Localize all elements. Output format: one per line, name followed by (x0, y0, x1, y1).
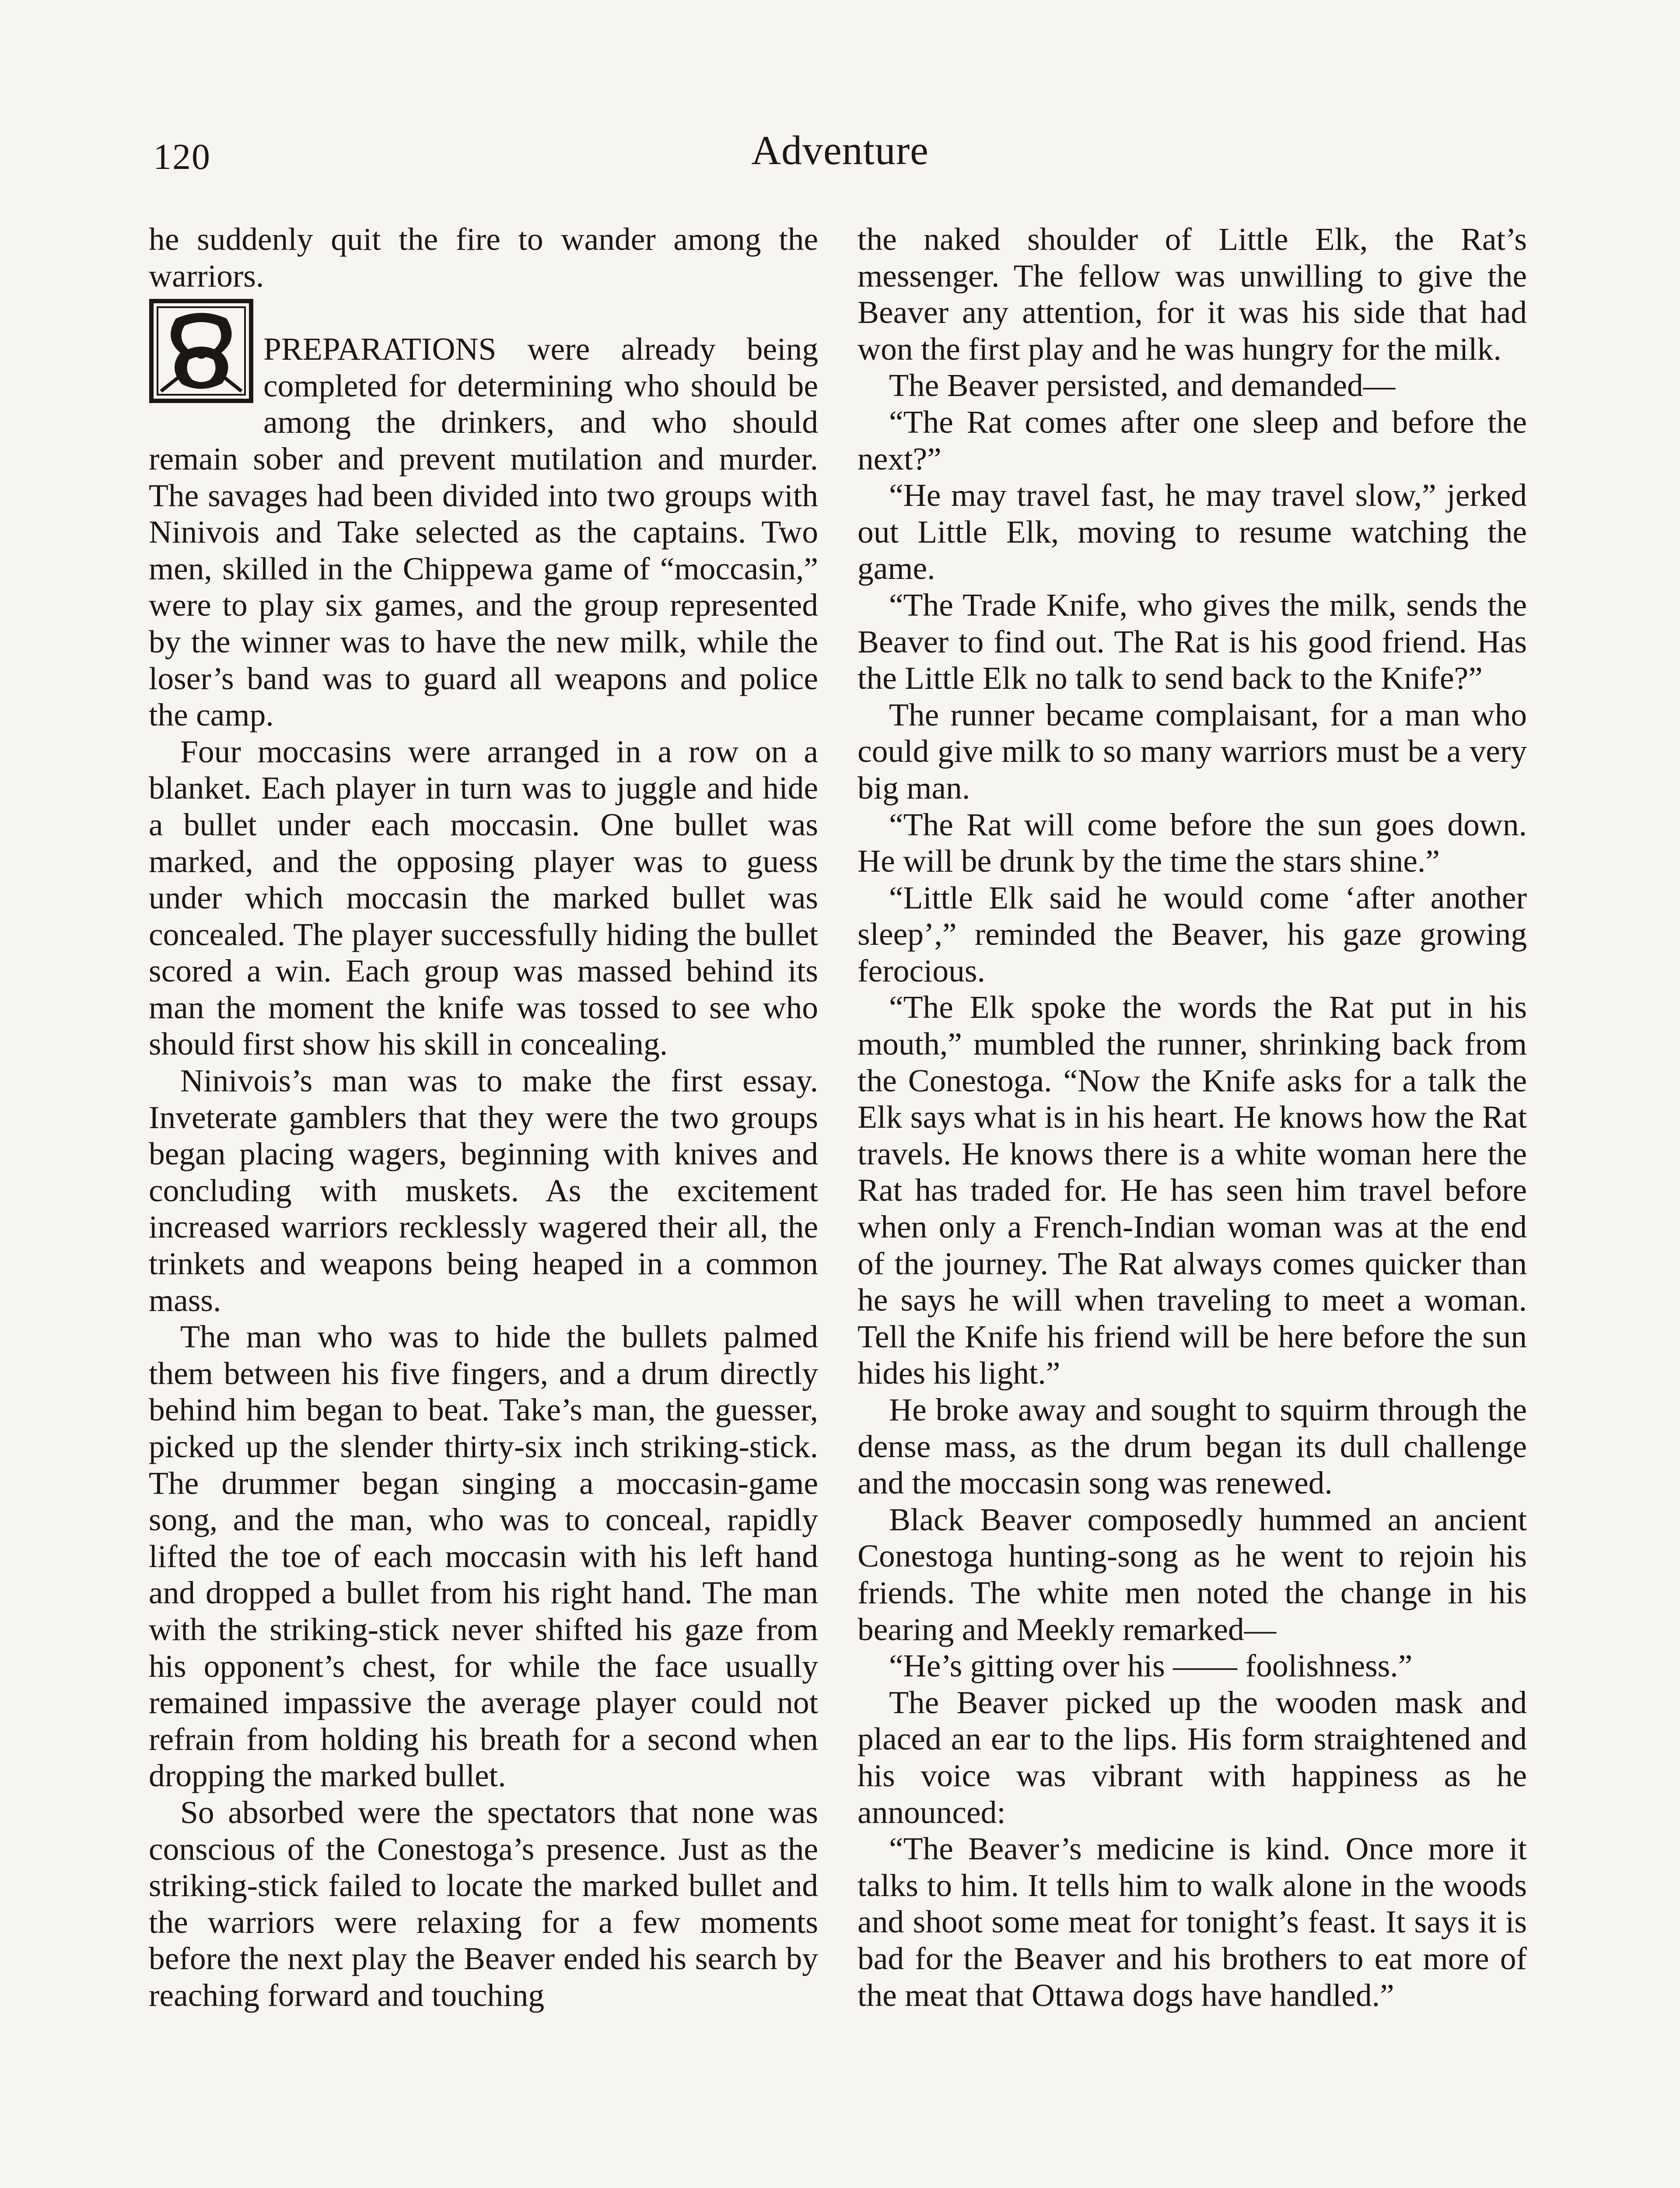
paragraph: “He’s gitting over his —— foolishness.” (889, 1648, 1413, 1684)
paragraph: “The Rat comes after one sleep and before the next?” (858, 404, 1527, 477)
paragraph-preparations: PREPARATIONS were already being completed for determining who should be among the drinkers, and who should remain sober and prevent mutilation and murder. The savages had been divided into two groups with Ninivois and Take selected as the captains. Two men, skilled in the Chippewa game of “moccasin,” were to play six games, and the group represented by the winner was to have the new milk, while the loser’s band was to guard all weapons and police the camp. (149, 331, 818, 733)
paragraph: “The Trade Knife, who gives the milk, sends the Beaver to find out. The Rat is his good friend. Has the Little Elk no talk to send back to the Knife?” (858, 587, 1527, 696)
paragraph: He broke away and sought to squirm through the dense mass, as the drum began its dull challenge and the moccasin song was renewed. (858, 1392, 1527, 1501)
right-column (858, 221, 1527, 2013)
paragraph: “He may travel fast, he may travel slow,” jerked out Little Elk, moving to resume watching the game. (858, 477, 1527, 586)
paragraph: The runner became complaisant, for a man who could give milk to so many warriors must be a very big man. (858, 697, 1527, 806)
paragraph: “The Rat will come before the sun goes down. He will be drunk by the time the stars shine.” (858, 806, 1527, 879)
paragraph: “The Beaver’s medicine is kind. Once more it talks to him. It tells him to walk alone in the woods and shoot some meat for tonight’s feast. It says it is bad for the Beaver and his brothers to eat more of the meat that Ottawa dogs have handled.” (858, 1831, 1527, 2013)
page-number: 120 (153, 137, 211, 177)
running-title: Adventure (751, 128, 929, 173)
paragraph: “Little Elk said he would come ‘after another sleep’,” reminded the Beaver, his gaze growing ferocious. (858, 880, 1527, 989)
paragraph: The Beaver picked up the wooden mask and placed an ear to the lips. His form straightened and his voice was vibrant with happiness as he announced: (858, 1684, 1527, 1830)
paragraph: “The Elk spoke the words the Rat put in his mouth,” mumbled the runner, shrinking back from the Conestoga. “Now the Knife asks for a talk the Elk says what is in his heart. He knows how the Rat travels. He knows there is a white woman here the Rat has traded for. He has seen him travel before when only a French-Indian woman was at the end of the journey. The Rat always comes quicker than he says he will when traveling to meet a woman. Tell the Knife his friend will be here before the sun hides his light.” (858, 989, 1527, 1391)
left-column (149, 221, 818, 2014)
paragraph: Black Beaver composedly hummed an ancient Conestoga hunting-song as he went to rejoin his friends. The white men noted the change in his bearing and Meekly remarked— (858, 1501, 1527, 1647)
paragraph: The Beaver persisted, and demanded— (889, 368, 1396, 403)
page-header (153, 127, 1527, 188)
paragraph: The man who was to hide the bullets palmed them between his five fingers, and a drum directly behind him began to beat. Take’s man, the guesser, picked up the slender thirty-six inch striking-stick. The drummer began singing a moccasin-game song, and the man, who was to conceal, rapidly lifted the toe of each moccasin with his left hand and dropped a bullet from his right hand. The man with the striking-stick never shifted his gaze from his opponent’s chest, for while the face usually remained impassive the average player could not refrain from holding his breath for a second when dropping the marked bullet. (149, 1319, 818, 1794)
paragraph: the naked shoulder of Little Elk, the Rat’s messenger. The fellow was unwilling to give the Beaver any attention, for it was his side that had won the first play and he was hungry for the milk. (858, 221, 1527, 367)
paragraph: he suddenly quit the fire to wander among the warriors. (149, 221, 818, 294)
paragraph: Four moccasins were arranged in a row on a blanket. Each player in turn was to juggle and hide a bullet under each moccasin. One bullet was marked, and the opposing player was to guess under which moccasin the marked bullet was concealed. The player successfully hiding the bullet scored a win. Each group was massed behind its man the moment the knife was tossed to see who should first show his skill in concealing. (149, 733, 818, 1062)
paragraph: So absorbed were the spectators that none was conscious of the Conestoga’s presence. Just as the striking-stick failed to locate the marked bullet and the warriors were relaxing for a few moments before the next play the Beaver ended his search by reaching forward and touching (149, 1794, 818, 2013)
paragraph: Ninivois’s man was to make the first essay. Inveterate gamblers that they were the two groups began placing wagers, beginning with knives and concluding with muskets. As the excitement increased warriors recklessly wagered their all, the trinkets and weapons being heaped in a common mass. (149, 1063, 818, 1318)
ornamental-initial-p-icon (149, 298, 254, 403)
